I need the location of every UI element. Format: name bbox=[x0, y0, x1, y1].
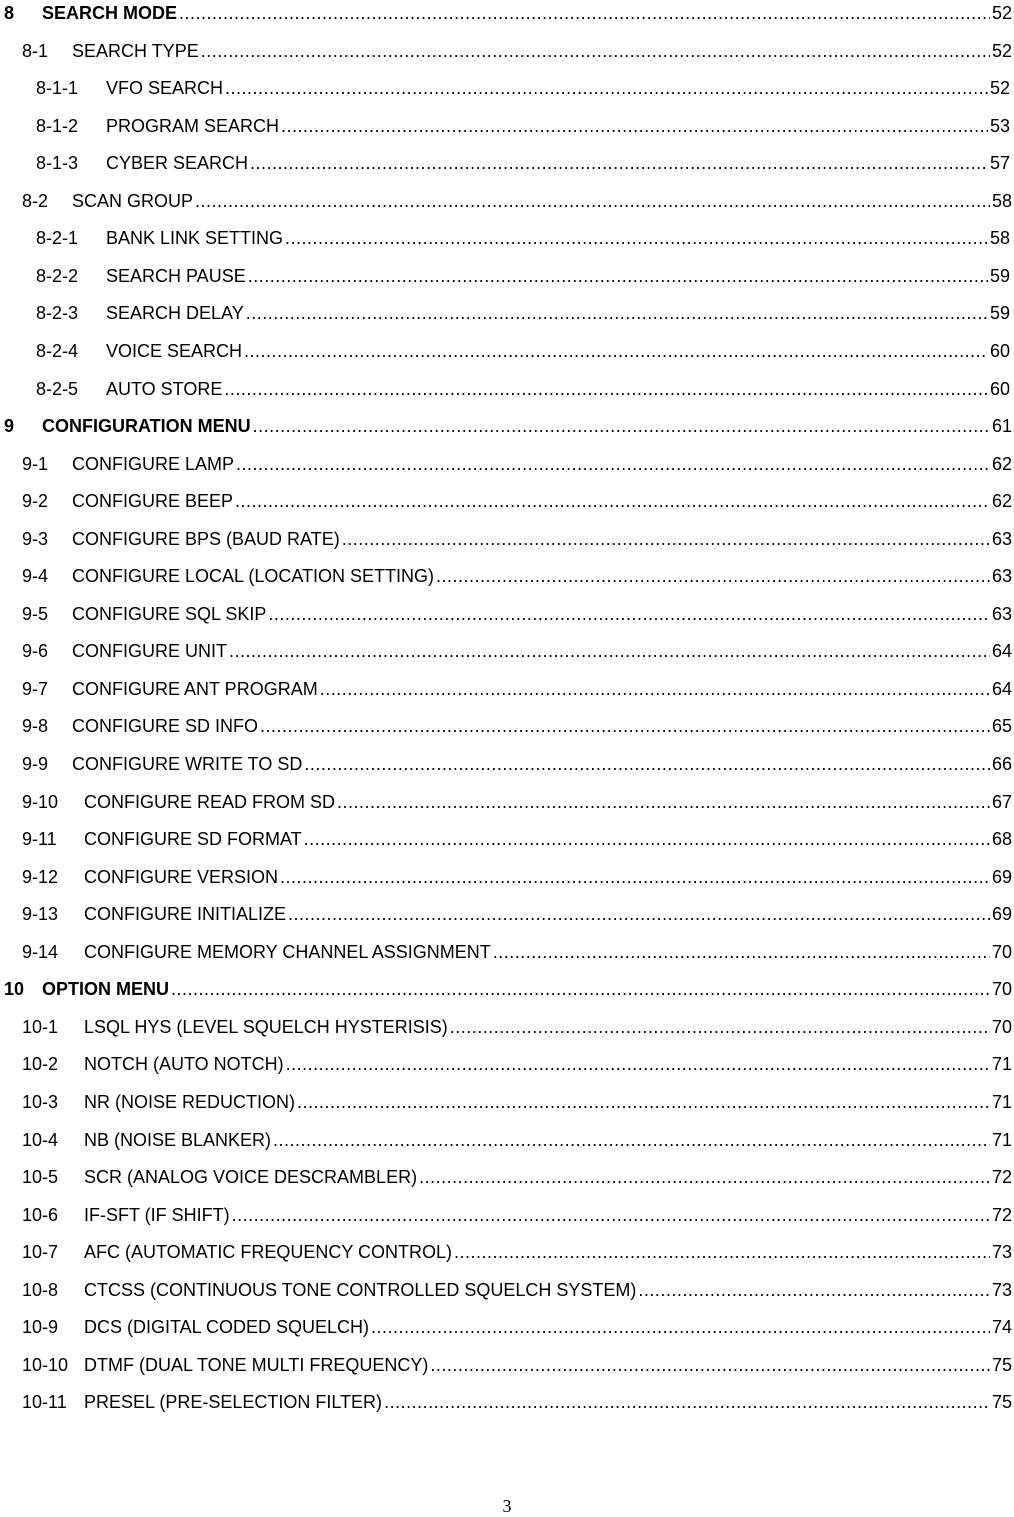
toc-entry-number: 9 bbox=[4, 416, 15, 437]
toc-entry-number: 10-1 bbox=[22, 1016, 59, 1037]
dot-leader bbox=[195, 188, 990, 214]
dot-leader bbox=[493, 939, 990, 965]
toc-entry-page: 73 bbox=[991, 1242, 1012, 1263]
toc-entry-title: NOTCH (AUTO NOTCH) bbox=[84, 1054, 284, 1075]
toc-entry-page: 62 bbox=[991, 453, 1012, 474]
toc-entry bbox=[36, 225, 1010, 251]
toc-entry-number: 10-3 bbox=[22, 1091, 59, 1112]
toc-entry-title: CONFIGURE LAMP bbox=[72, 453, 235, 474]
toc-entry-number: 9-6 bbox=[22, 641, 49, 662]
toc-entry-title: AUTO STORE bbox=[106, 378, 223, 399]
toc-entry-number: 10-7 bbox=[22, 1242, 59, 1263]
dot-leader bbox=[232, 1202, 990, 1228]
toc-entry-page: 52 bbox=[991, 3, 1012, 23]
dot-leader bbox=[436, 563, 990, 589]
toc-entry-number: 8-2-3 bbox=[36, 303, 79, 324]
toc-entry-number: 10 bbox=[4, 979, 25, 1000]
toc-entry-title: SCR (ANALOG VOICE DESCRAMBLER) bbox=[84, 1167, 418, 1188]
toc-entry-number: 9-4 bbox=[22, 566, 49, 587]
toc-entry-page: 60 bbox=[989, 340, 1010, 361]
dot-leader bbox=[201, 38, 990, 64]
toc-entry-title: CONFIGURE SQL SKIP bbox=[72, 603, 267, 624]
dot-leader bbox=[371, 1314, 990, 1340]
toc-entry bbox=[22, 1277, 1012, 1303]
toc-entry bbox=[36, 113, 1010, 139]
toc-entry-number: 9-10 bbox=[22, 791, 59, 812]
toc-entry-page: 61 bbox=[991, 416, 1012, 437]
toc-entry-number: 9-5 bbox=[22, 603, 49, 624]
toc-entry-number: 8-1 bbox=[22, 40, 49, 61]
toc-entry-number: 10-11 bbox=[22, 1392, 67, 1413]
dot-leader bbox=[260, 713, 990, 739]
toc-entry-number: 8-2-1 bbox=[36, 228, 79, 249]
toc-entry-title: CONFIGURE INITIALIZE bbox=[84, 904, 287, 925]
dot-leader bbox=[285, 225, 988, 251]
toc-entry bbox=[22, 1389, 1012, 1415]
dot-leader bbox=[304, 826, 990, 852]
toc-entry bbox=[22, 601, 1012, 627]
toc-entry bbox=[22, 1127, 1012, 1153]
toc-entry-number: 8-1-2 bbox=[36, 115, 79, 136]
toc-entry-page: 73 bbox=[991, 1279, 1012, 1300]
toc-entry-page: 59 bbox=[989, 265, 1010, 286]
toc-entry bbox=[22, 638, 1012, 664]
toc-entry bbox=[22, 1051, 1012, 1077]
toc-entry bbox=[22, 864, 1012, 890]
dot-leader bbox=[224, 376, 988, 402]
toc-entry-number: 8-2-4 bbox=[36, 340, 79, 361]
toc-entry bbox=[22, 751, 1012, 777]
toc-entry-title: CONFIGURE READ FROM SD bbox=[84, 791, 336, 812]
toc-entry bbox=[36, 376, 1010, 402]
toc-entry-page: 63 bbox=[991, 528, 1012, 549]
toc-entry-title: CTCSS (CONTINUOUS TONE CONTROLLED SQUELCH SYSTEM) bbox=[84, 1279, 637, 1300]
toc-entry bbox=[36, 150, 1010, 176]
toc-entry-title: LSQL HYS (LEVEL SQUELCH HYSTERISIS) bbox=[84, 1016, 448, 1037]
toc-entry-title: CONFIGURE UNIT bbox=[72, 641, 227, 662]
toc-entry bbox=[22, 1352, 1012, 1378]
toc-entry-title: AFC (AUTOMATIC FREQUENCY CONTROL) bbox=[84, 1242, 453, 1263]
toc-entry-title: CONFIGURE MEMORY CHANNEL ASSIGNMENT bbox=[84, 941, 491, 962]
toc-entry-number: 10-6 bbox=[22, 1204, 59, 1225]
toc-entry bbox=[22, 563, 1012, 589]
toc-entry bbox=[22, 488, 1012, 514]
toc-entry-page: 72 bbox=[991, 1167, 1012, 1188]
dot-leader bbox=[171, 976, 990, 1002]
toc-entry bbox=[22, 1164, 1012, 1190]
dot-leader bbox=[286, 1051, 990, 1077]
toc-entry-number: 9-12 bbox=[22, 866, 59, 887]
dot-leader bbox=[288, 901, 990, 927]
toc-entry bbox=[22, 451, 1012, 477]
dot-leader bbox=[280, 864, 990, 890]
toc-entry-page: 69 bbox=[991, 866, 1012, 887]
dot-leader bbox=[297, 1089, 990, 1115]
toc-entry-title: CONFIGURE BEEP bbox=[72, 491, 234, 512]
toc-entry-title: CONFIGURE SD FORMAT bbox=[84, 829, 302, 850]
toc-entry-number: 10-9 bbox=[22, 1317, 59, 1338]
toc-entry-title: CONFIGURE LOCAL (LOCATION SETTING) bbox=[72, 566, 435, 587]
toc-entry-title: SCAN GROUP bbox=[72, 190, 194, 211]
toc-entry bbox=[22, 38, 1012, 64]
dot-leader bbox=[273, 1127, 990, 1153]
toc-entry bbox=[22, 1202, 1012, 1228]
toc-entry-page: 71 bbox=[991, 1129, 1012, 1150]
toc-entry-number: 9-2 bbox=[22, 491, 49, 512]
toc-entry-page: 64 bbox=[991, 641, 1012, 662]
toc-entry-title: DCS (DIGITAL CODED SQUELCH) bbox=[84, 1317, 370, 1338]
toc-entry-number: 9-3 bbox=[22, 528, 49, 549]
toc-entry bbox=[22, 526, 1012, 552]
toc-entry-title: CONFIGURE ANT PROGRAM bbox=[72, 678, 318, 699]
toc-entry-number: 9-9 bbox=[22, 754, 49, 774]
toc-entry-page: 67 bbox=[991, 791, 1012, 812]
dot-leader bbox=[450, 1014, 990, 1040]
toc-entry-title: VOICE SEARCH bbox=[106, 340, 243, 361]
toc-entry-title: SEARCH DELAY bbox=[106, 303, 244, 324]
toc-entry bbox=[22, 826, 1012, 852]
dot-leader bbox=[235, 488, 990, 514]
dot-leader bbox=[320, 676, 990, 702]
toc-entry-title: CONFIGURE WRITE TO SD bbox=[72, 754, 303, 774]
toc-entry-number: 8-2-5 bbox=[36, 378, 79, 399]
dot-leader bbox=[419, 1164, 990, 1190]
toc-entry-page: 70 bbox=[991, 941, 1012, 962]
dot-leader bbox=[337, 789, 990, 815]
toc-entry bbox=[22, 939, 1012, 965]
dot-leader bbox=[246, 300, 988, 326]
toc-entry bbox=[22, 901, 1012, 927]
toc-entry-title: CONFIGURATION MENU bbox=[42, 416, 251, 437]
toc-entry bbox=[4, 0, 1012, 26]
toc-entry-page: 60 bbox=[989, 378, 1010, 399]
page-number: 3 bbox=[502, 1496, 512, 1516]
dot-leader bbox=[236, 451, 990, 477]
toc-entry-page: 70 bbox=[991, 979, 1012, 1000]
toc-entry-number: 9-7 bbox=[22, 678, 49, 699]
toc-entry-number: 10-10 bbox=[22, 1354, 69, 1375]
dot-leader bbox=[430, 1352, 990, 1378]
toc-entry-page: 65 bbox=[991, 716, 1012, 737]
toc-entry-page: 71 bbox=[991, 1054, 1012, 1075]
toc-entry-number: 8-1-3 bbox=[36, 153, 79, 174]
toc-entry-page: 63 bbox=[991, 566, 1012, 587]
toc-entry bbox=[22, 713, 1012, 739]
toc-entry-title: BANK LINK SETTING bbox=[106, 228, 284, 249]
toc-entry-title: CONFIGURE BPS (BAUD RATE) bbox=[72, 528, 340, 549]
toc-entry-page: 62 bbox=[991, 491, 1012, 512]
toc-entry-page: 75 bbox=[991, 1354, 1012, 1375]
toc-entry bbox=[22, 188, 1012, 214]
toc-entry bbox=[4, 413, 1012, 439]
toc-entry bbox=[22, 1239, 1012, 1265]
toc-entry-number: 8-1-1 bbox=[36, 78, 79, 99]
dot-leader bbox=[248, 263, 988, 289]
dot-leader bbox=[384, 1389, 990, 1415]
toc-entry-number: 8-2-2 bbox=[36, 265, 79, 286]
toc-entry-page: 68 bbox=[991, 829, 1012, 850]
toc-entry bbox=[22, 1314, 1012, 1340]
toc-entry-page: 58 bbox=[991, 190, 1012, 211]
toc-entry-number: 8 bbox=[4, 3, 15, 23]
toc-entry-page: 52 bbox=[989, 78, 1010, 99]
dot-leader bbox=[229, 638, 990, 664]
toc-entry-title: IF-SFT (IF SHIFT) bbox=[84, 1204, 230, 1225]
toc-entry-title: NB (NOISE BLANKER) bbox=[84, 1129, 272, 1150]
dot-leader bbox=[244, 338, 988, 364]
toc-entry-title: OPTION MENU bbox=[42, 979, 170, 1000]
toc-entry-page: 66 bbox=[991, 754, 1012, 774]
toc-entry bbox=[36, 300, 1010, 326]
toc-entry-number: 9-14 bbox=[22, 941, 59, 962]
toc-entry-title: VFO SEARCH bbox=[106, 78, 224, 99]
dot-leader bbox=[638, 1277, 990, 1303]
toc-entry-number: 10-8 bbox=[22, 1279, 59, 1300]
toc-entry-page: 64 bbox=[991, 678, 1012, 699]
toc-entry-number: 9-11 bbox=[22, 829, 57, 850]
toc-entry-title: CONFIGURE VERSION bbox=[84, 866, 279, 887]
toc-entry-title: SEARCH MODE bbox=[42, 3, 178, 23]
dot-leader bbox=[253, 413, 990, 439]
toc-entry-page: 75 bbox=[991, 1392, 1012, 1413]
toc-entry-page: 72 bbox=[991, 1204, 1012, 1225]
toc-entry bbox=[36, 338, 1010, 364]
toc-entry-page: 58 bbox=[989, 228, 1010, 249]
toc-entry-number: 9-1 bbox=[22, 453, 49, 474]
toc-entry bbox=[22, 789, 1012, 815]
dot-leader bbox=[225, 75, 988, 101]
toc-entry-number: 10-4 bbox=[22, 1129, 59, 1150]
toc-entry-title: CONFIGURE SD INFO bbox=[72, 716, 259, 737]
toc-entry-title: CYBER SEARCH bbox=[106, 153, 249, 174]
toc-entry bbox=[22, 1014, 1012, 1040]
dot-leader bbox=[179, 0, 990, 26]
toc-entry-number: 8-2 bbox=[22, 190, 49, 211]
toc-entry bbox=[4, 976, 1012, 1002]
toc-entry-title: DTMF (DUAL TONE MULTI FREQUENCY) bbox=[84, 1354, 429, 1375]
toc-entry-title: NR (NOISE REDUCTION) bbox=[84, 1091, 295, 1112]
toc-entry-number: 9-8 bbox=[22, 716, 49, 737]
toc-entry-title: SEARCH TYPE bbox=[72, 40, 199, 61]
toc-entry-page: 69 bbox=[991, 904, 1012, 925]
dot-leader bbox=[304, 751, 990, 777]
toc-entry bbox=[22, 676, 1012, 702]
toc-entry bbox=[36, 263, 1010, 289]
toc-entry-page: 53 bbox=[989, 115, 1010, 136]
toc-entry-page: 52 bbox=[991, 40, 1012, 61]
dot-leader bbox=[454, 1239, 990, 1265]
toc-entry-page: 63 bbox=[991, 603, 1012, 624]
toc-entry-page: 71 bbox=[991, 1091, 1012, 1112]
toc-entry-title: PROGRAM SEARCH bbox=[106, 115, 280, 136]
toc-entry-number: 10-5 bbox=[22, 1167, 59, 1188]
dot-leader bbox=[250, 150, 988, 176]
dot-leader bbox=[281, 113, 988, 139]
toc-entry-page: 74 bbox=[991, 1317, 1012, 1338]
toc-entry-title: SEARCH PAUSE bbox=[106, 265, 246, 286]
toc-entry-title: PRESEL (PRE-SELECTION FILTER) bbox=[84, 1392, 383, 1413]
dot-leader bbox=[268, 601, 990, 627]
toc-entry-page: 57 bbox=[989, 153, 1010, 174]
toc-entry bbox=[36, 75, 1010, 101]
toc-entry-number: 9-13 bbox=[22, 904, 59, 925]
toc-entry bbox=[22, 1089, 1012, 1115]
toc-entry-page: 59 bbox=[989, 303, 1010, 324]
toc-entry-page: 70 bbox=[991, 1016, 1012, 1037]
dot-leader bbox=[342, 526, 990, 552]
toc-entry-number: 10-2 bbox=[22, 1054, 59, 1075]
